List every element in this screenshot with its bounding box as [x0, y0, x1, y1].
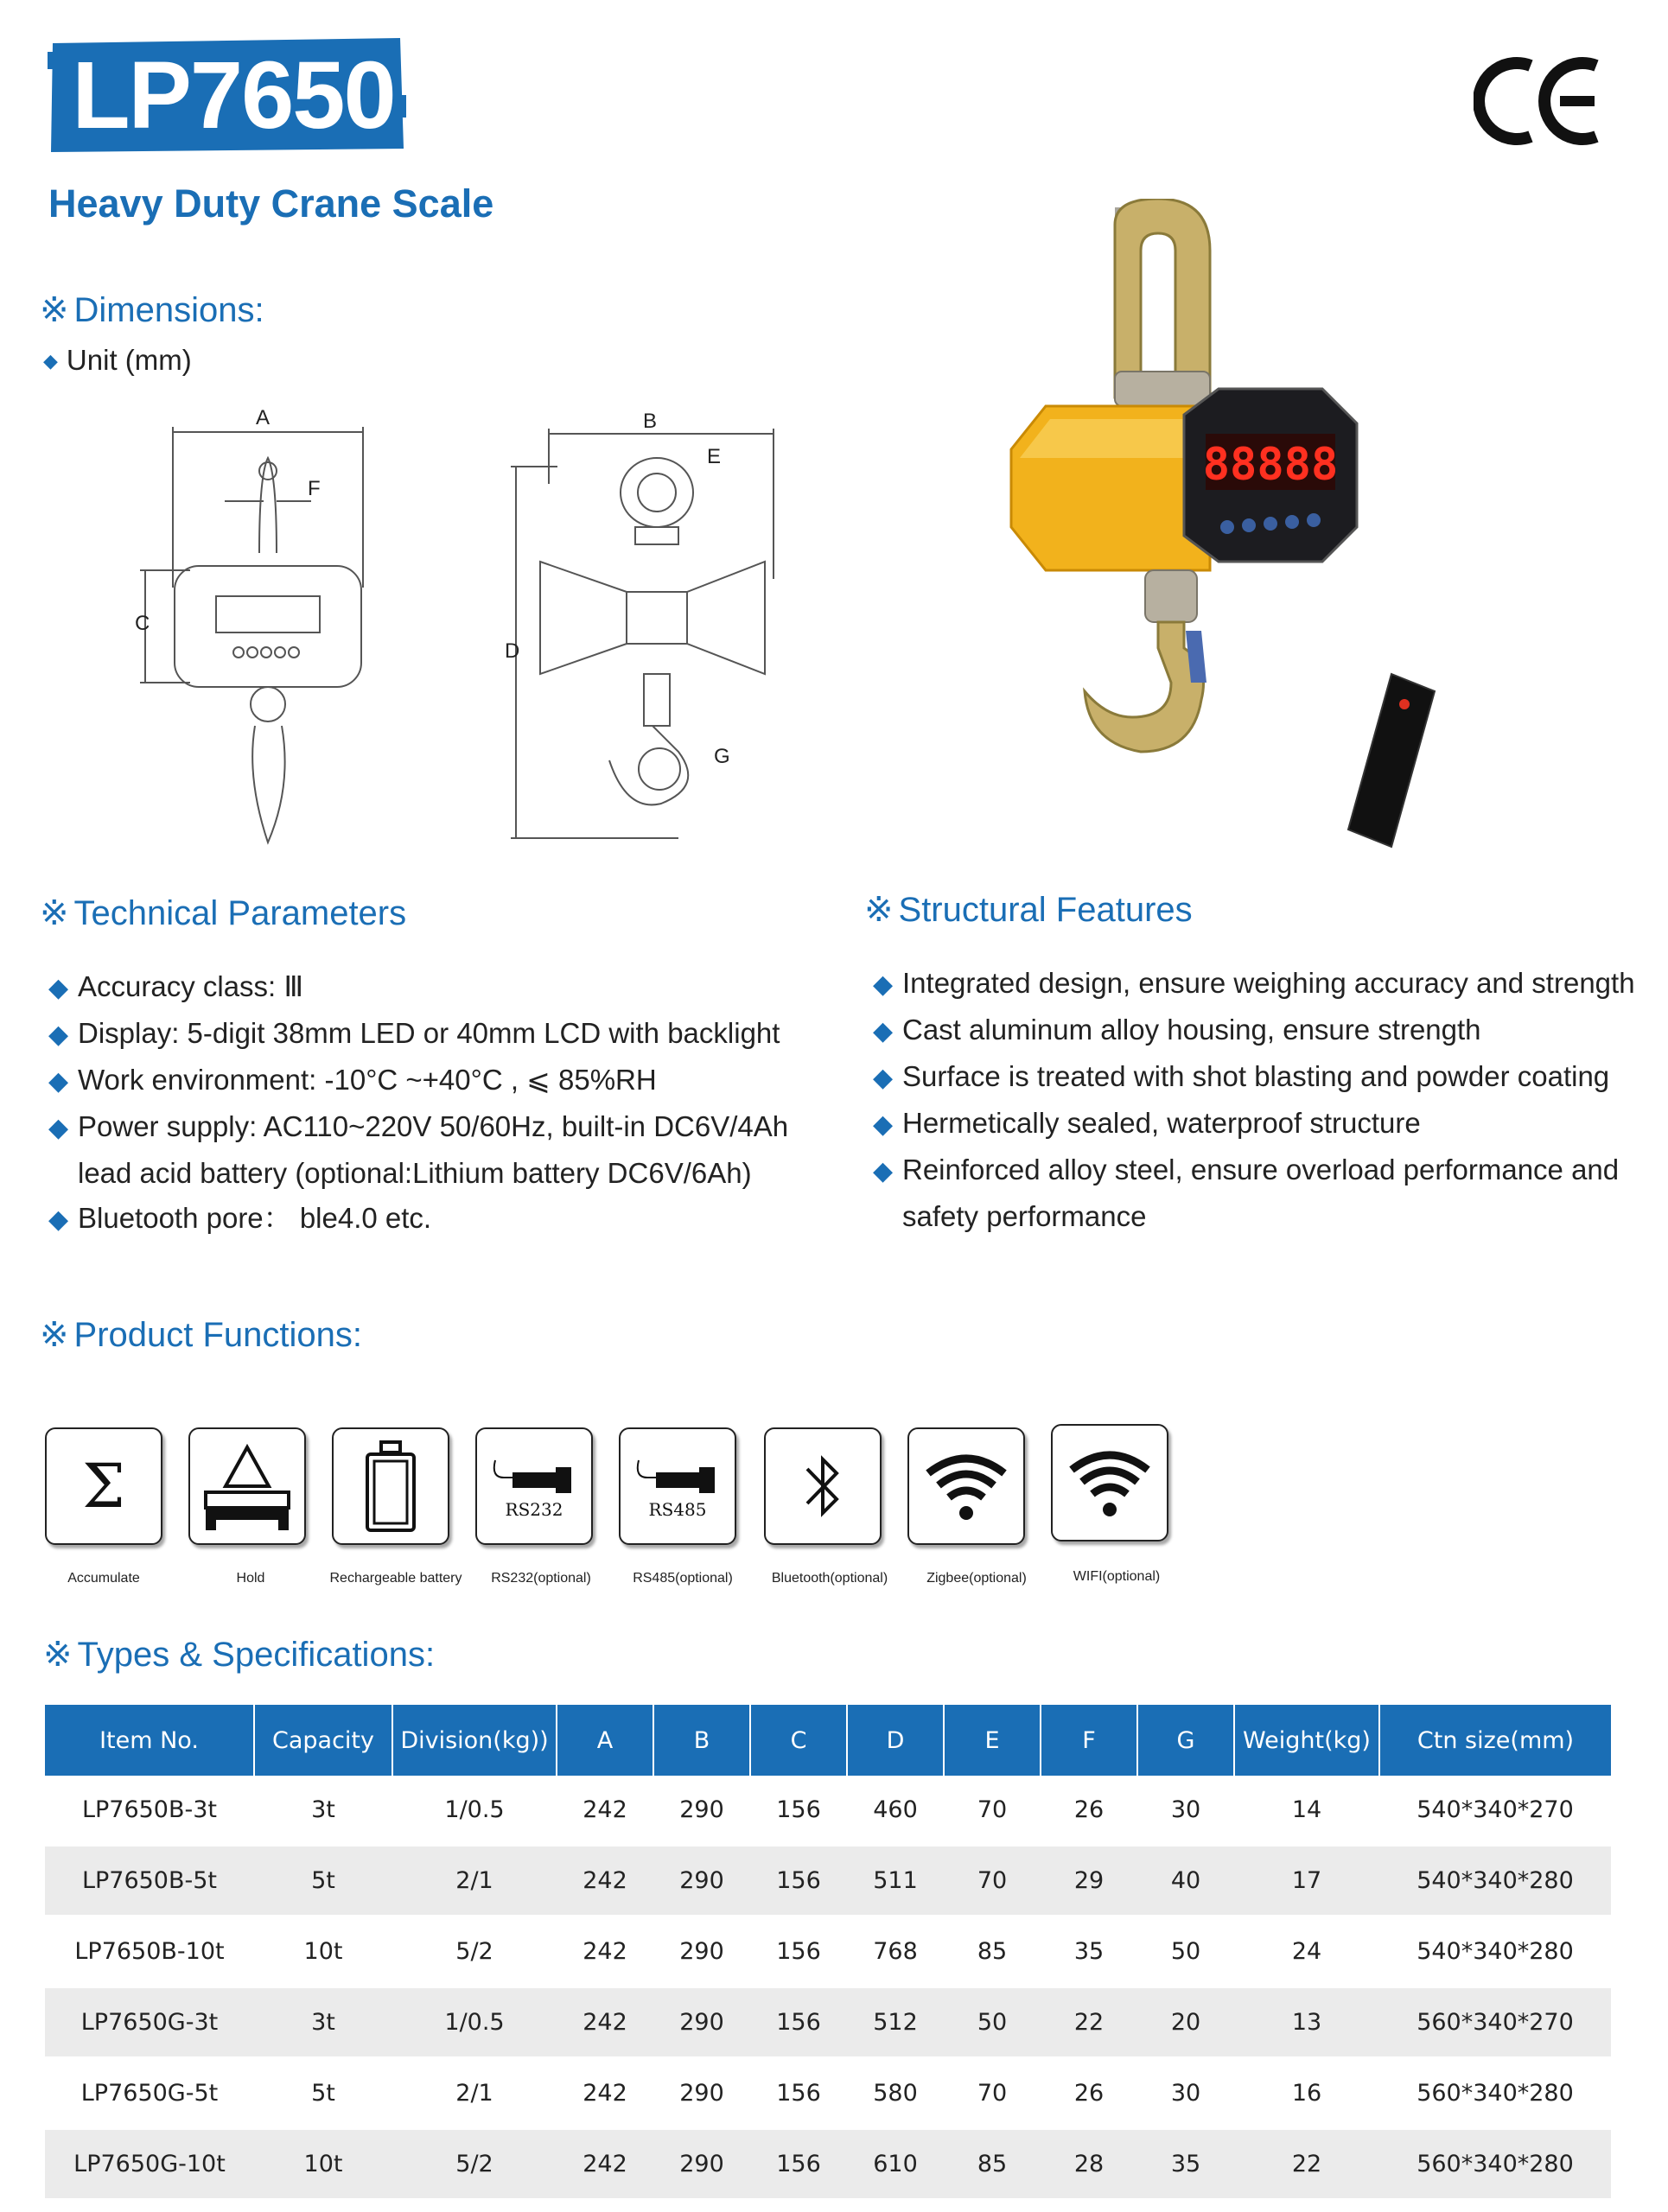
function-label: WIFI(optional): [1073, 1569, 1161, 1584]
list-item-continuation: safety performance: [902, 1200, 1147, 1232]
list-item: ◆ Reinforced alloy steel, ensure overload performance and: [873, 1147, 1635, 1194]
diamond-bullet-icon: ◆: [43, 350, 58, 372]
function-label: Zigbee(optional): [926, 1571, 1027, 1586]
table-cell: 70: [944, 1776, 1041, 1846]
table-cell: 2/1: [392, 2058, 557, 2129]
specs-title: ※ Types & Specifications:: [43, 1636, 436, 1674]
function-label: RS232(optional): [491, 1571, 591, 1586]
table-cell: 156: [750, 1987, 847, 2058]
table-cell: 13: [1234, 1987, 1379, 2058]
dim-label-e: E: [707, 445, 722, 468]
table-cell: 22: [1234, 2129, 1379, 2200]
table-cell: 29: [1041, 1846, 1137, 1916]
diamond-bullet-icon: ◆: [873, 1157, 894, 1185]
bluetooth-icon: [764, 1427, 882, 1545]
table-cell: 17: [1234, 1846, 1379, 1916]
structural-list: [873, 961, 1635, 1239]
rs232-icon: [475, 1427, 593, 1545]
diamond-bullet-icon: ◆: [48, 1020, 69, 1049]
zigbee-icon: [907, 1427, 1025, 1545]
function-label: Bluetooth(optional): [771, 1571, 888, 1586]
diamond-bullet-icon: ◆: [873, 1110, 894, 1139]
table-cell: 5/2: [392, 1916, 557, 1987]
table-cell: 512: [847, 1987, 944, 2058]
function-label: Hold: [236, 1571, 265, 1586]
page-subtitle: Heavy Duty Crane Scale: [48, 181, 494, 226]
column-header: C: [750, 1705, 847, 1776]
display-digits: 88888: [1202, 439, 1339, 491]
diamond-bullet-icon: ◆: [48, 1114, 69, 1142]
table-cell: 30: [1137, 1776, 1234, 1846]
model-name: LP7650: [72, 42, 395, 149]
column-header: Weight(kg): [1234, 1705, 1379, 1776]
svg-text:RS485: RS485: [648, 1499, 707, 1520]
table-cell: 290: [653, 1916, 750, 1987]
table-cell: 20: [1137, 1987, 1234, 2058]
table-cell: 460: [847, 1776, 944, 1846]
table-cell: LP7650B-5t: [45, 1846, 254, 1916]
table-cell: 156: [750, 2058, 847, 2129]
column-header: Item No.: [45, 1705, 254, 1776]
hold-scale-icon: [188, 1427, 306, 1545]
table-cell: 24: [1234, 1916, 1379, 1987]
table-cell: LP7650G-5t: [45, 2058, 254, 2129]
dim-label-d: D: [505, 639, 520, 663]
front-view-drawing: [138, 406, 398, 860]
sigma-icon: [45, 1427, 162, 1545]
table-cell: 242: [557, 1987, 653, 2058]
column-header: G: [1137, 1705, 1234, 1776]
column-header: D: [847, 1705, 944, 1776]
table-cell: 30: [1137, 2058, 1234, 2129]
list-item: ◆ Work environment: -10°C ~+40°C , ⩽ 85%RH: [48, 1058, 788, 1104]
table-cell: 10t: [254, 2129, 392, 2200]
table-cell: 5t: [254, 1846, 392, 1916]
table-row: [45, 2058, 1611, 2129]
table-header-row: [45, 1705, 1611, 1776]
svg-text:RS232: RS232: [505, 1499, 563, 1520]
table-cell: 290: [653, 2129, 750, 2200]
function-label: RS485(optional): [633, 1571, 733, 1586]
column-header: B: [653, 1705, 750, 1776]
table-cell: 5/2: [392, 2129, 557, 2200]
table-cell: 16: [1234, 2058, 1379, 2129]
column-header: A: [557, 1705, 653, 1776]
table-cell: 242: [557, 1846, 653, 1916]
table-cell: 290: [653, 2058, 750, 2129]
table-cell: 26: [1041, 2058, 1137, 2129]
table-cell: 242: [557, 2129, 653, 2200]
table-cell: 156: [750, 2129, 847, 2200]
table-cell: 242: [557, 2058, 653, 2129]
table-cell: 5t: [254, 2058, 392, 2129]
battery-icon: [332, 1427, 449, 1545]
table-cell: 35: [1137, 2129, 1234, 2200]
table-cell: 50: [1137, 1916, 1234, 1987]
table-cell: 22: [1041, 1987, 1137, 2058]
table-cell: LP7650B-10t: [45, 1916, 254, 1987]
technical-list: [48, 964, 788, 1243]
table-cell: 560*340*280: [1379, 2129, 1611, 2200]
list-item: ◆ Surface is treated with shot blasting and powder coating: [873, 1054, 1635, 1101]
table-cell: 511: [847, 1846, 944, 1916]
dim-label-b: B: [643, 410, 658, 433]
table-cell: 10t: [254, 1916, 392, 1987]
table-row: [45, 1846, 1611, 1916]
table-cell: 156: [750, 1916, 847, 1987]
dim-label-g: G: [714, 745, 730, 768]
rs485-icon: [619, 1427, 736, 1545]
diamond-bullet-icon: ◆: [873, 1017, 894, 1046]
structural-title: ※ Structural Features: [864, 891, 1193, 929]
list-item: ◆ Cast aluminum alloy housing, ensure strength: [873, 1007, 1635, 1054]
table-cell: 85: [944, 1916, 1041, 1987]
list-item: ◆ Integrated design, ensure weighing accuracy and strength: [873, 961, 1635, 1007]
table-cell: 1/0.5: [392, 1987, 557, 2058]
table-row: [45, 1916, 1611, 1987]
table-cell: 28: [1041, 2129, 1137, 2200]
table-cell: 768: [847, 1916, 944, 1987]
dim-label-a: A: [256, 406, 271, 429]
table-cell: 242: [557, 1776, 653, 1846]
table-cell: LP7650B-3t: [45, 1776, 254, 1846]
table-row: [45, 1776, 1611, 1846]
table-cell: 610: [847, 2129, 944, 2200]
table-cell: 40: [1137, 1846, 1234, 1916]
table-cell: 156: [750, 1846, 847, 1916]
diamond-bullet-icon: ◆: [873, 970, 894, 999]
table-cell: 540*340*270: [1379, 1776, 1611, 1846]
table-cell: 540*340*280: [1379, 1916, 1611, 1987]
column-header: Ctn size(mm): [1379, 1705, 1611, 1776]
table-cell: LP7650G-3t: [45, 1987, 254, 2058]
table-cell: 85: [944, 2129, 1041, 2200]
dimensions-title: ※ Dimensions:: [40, 291, 264, 329]
column-header: Capacity: [254, 1705, 392, 1776]
table-cell: 14: [1234, 1776, 1379, 1846]
ce-mark: [1474, 54, 1603, 149]
table-row: [45, 2129, 1611, 2200]
table-cell: 26: [1041, 1776, 1137, 1846]
table-cell: 50: [944, 1987, 1041, 2058]
table-cell: 290: [653, 1987, 750, 2058]
table-cell: 290: [653, 1776, 750, 1846]
function-label: Rechargeable battery: [329, 1571, 462, 1586]
table-cell: 560*340*270: [1379, 1987, 1611, 2058]
table-cell: 2/1: [392, 1846, 557, 1916]
function-label: Accumulate: [67, 1571, 140, 1586]
diamond-bullet-icon: ◆: [48, 1205, 69, 1234]
diamond-bullet-icon: ◆: [873, 1064, 894, 1092]
column-header: F: [1041, 1705, 1137, 1776]
spec-table: [45, 1705, 1611, 2201]
functions-title: ※ Product Functions:: [40, 1316, 363, 1354]
dim-label-c: C: [135, 612, 150, 635]
table-cell: 560*340*280: [1379, 2058, 1611, 2129]
list-item: ◆ Accuracy class: Ⅲ: [48, 964, 788, 1011]
table-cell: 290: [653, 1846, 750, 1916]
svg-text:Σ: Σ: [82, 1452, 125, 1521]
wifi-icon: [1051, 1424, 1168, 1541]
diamond-bullet-icon: ◆: [48, 1067, 69, 1096]
list-item-continuation: lead acid battery (optional:Lithium battery DC6V/6Ah): [78, 1157, 752, 1189]
table-cell: 1/0.5: [392, 1776, 557, 1846]
product-photo: [985, 199, 1504, 894]
table-cell: LP7650G-10t: [45, 2129, 254, 2200]
table-cell: 156: [750, 1776, 847, 1846]
side-view-drawing: [506, 415, 782, 851]
list-item: ◆ Bluetooth pore： ble4.0 etc.: [48, 1196, 788, 1243]
column-header: E: [944, 1705, 1041, 1776]
table-cell: 70: [944, 1846, 1041, 1916]
column-header: Division(kg)): [392, 1705, 557, 1776]
technical-title: ※ Technical Parameters: [40, 894, 407, 932]
dim-label-f: F: [308, 477, 321, 500]
unit-note: ◆ Unit (mm): [43, 344, 192, 376]
table-cell: 70: [944, 2058, 1041, 2129]
table-row: [45, 1987, 1611, 2058]
table-cell: 242: [557, 1916, 653, 1987]
table-cell: 540*340*280: [1379, 1846, 1611, 1916]
table-cell: 35: [1041, 1916, 1137, 1987]
list-item: ◆ Power supply: AC110~220V 50/60Hz, built-in DC6V/4Ah: [48, 1104, 788, 1151]
table-cell: 3t: [254, 1776, 392, 1846]
diamond-bullet-icon: ◆: [48, 974, 69, 1002]
table-cell: 3t: [254, 1987, 392, 2058]
table-cell: 580: [847, 2058, 944, 2129]
list-item: ◆ Display: 5-digit 38mm LED or 40mm LCD with backlight: [48, 1011, 788, 1058]
list-item: ◆ Hermetically sealed, waterproof structure: [873, 1101, 1635, 1147]
